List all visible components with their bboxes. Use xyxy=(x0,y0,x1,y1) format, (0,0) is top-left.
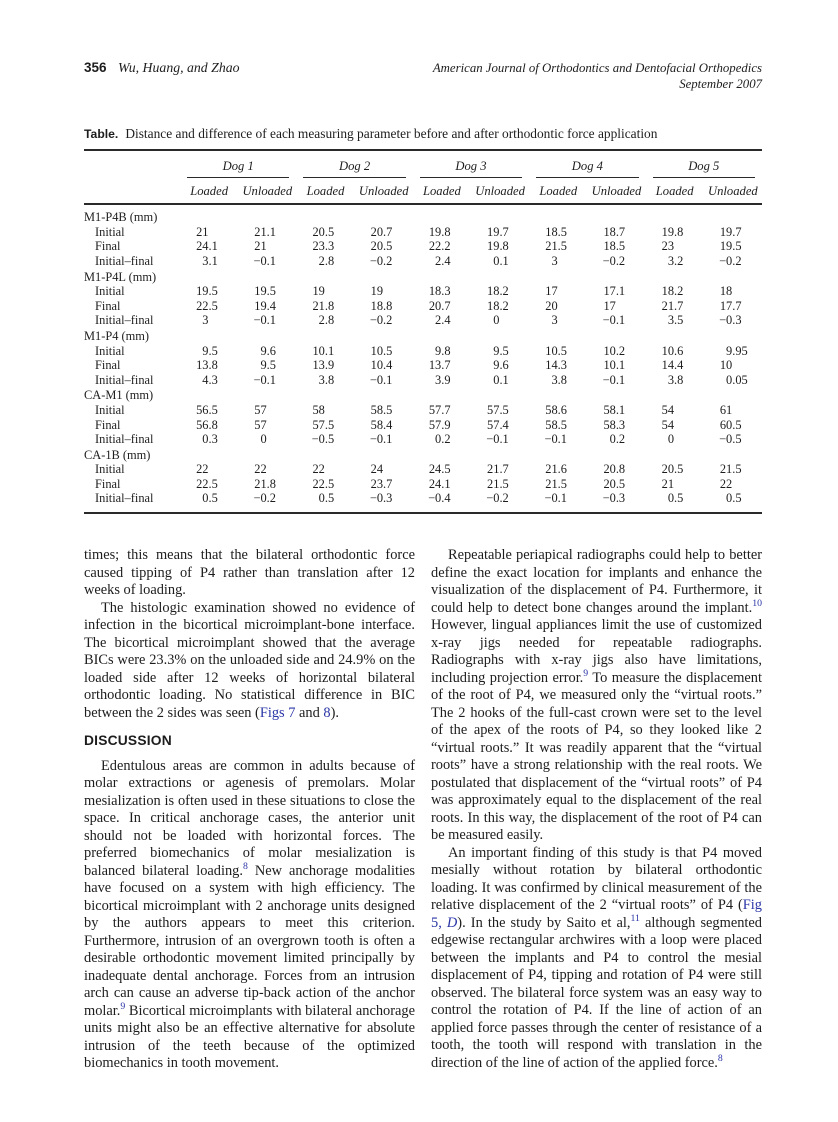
value-cell: 13 .7 xyxy=(428,358,451,373)
table-row xyxy=(84,225,762,240)
value-cell: 54 xyxy=(661,402,675,417)
value-cell: 0 xyxy=(667,432,675,447)
value-cell: 60 .5 xyxy=(719,417,742,432)
value-cell: 21 .5 xyxy=(545,239,567,254)
value-cell: 18 .2 xyxy=(661,284,684,299)
value-cell: 0 .2 xyxy=(609,432,626,447)
figure-ref[interactable]: Fig 5, xyxy=(431,897,762,931)
table-row xyxy=(84,358,762,373)
loaded-column-header: Loaded xyxy=(529,178,587,205)
value-cell: 19 .8 xyxy=(661,224,684,239)
body-text xyxy=(84,547,762,1073)
value-cell: 19 .7 xyxy=(719,224,742,239)
value-cell: 21 xyxy=(254,239,267,254)
value-cell: 24 .1 xyxy=(196,239,218,254)
value-cell: 23 .3 xyxy=(312,239,335,254)
value-cell: 21 .6 xyxy=(545,462,567,477)
value-cell: 3 .8 xyxy=(318,372,335,387)
value-cell: 10 .6 xyxy=(661,343,684,358)
paragraph: Repeatable periapical radiographs could help to better define the exact location for implants and enhance the visualization of the displacement of P4. Furthermore, it could help to detect bone changes around the implant.$^{10}$ However, lingual appliances limit the use of customized x-ray jigs needed for repeatable radiographs. Radiographs with x-ray jigs also have limitations, including projection error.$^9$ To measure the displacement of the root of P4, we measured only the “virtual roots.” The 2 hooks of the full-cast crown were set to the level of the apex of the roots of P4, so they looked like 2 “virtual roots.” It was readily apparent that the “virtual roots” have a strong relationship with the real roots. We postulated that displacement of the “virtual roots” of P4 was approximately equal to the displacement of the real roots. In this way, the displacement of the root of P4 can be measured easily. xyxy=(431,547,762,844)
value-cell: 9 .5 xyxy=(260,358,276,373)
table-row xyxy=(84,462,762,477)
row-label: Initial–final xyxy=(95,372,154,387)
table-group-row xyxy=(84,387,762,403)
value-cell: 2 .8 xyxy=(318,253,335,268)
paragraph: The histologic examination showed no evidence of infection in the bicortical microimplant-bone interface. The bicortical microimplant showed that the average BICs were 23.3% on the unloaded side and 24.9% on the loaded side after 12 weeks of horizontal bilateral orthodontic loading. No statistical difference in BIC between the 2 sides was seen (Figs 7 and 8). xyxy=(84,599,415,721)
value-cell: 9 .6 xyxy=(260,343,276,358)
value-cell: 19 .4 xyxy=(254,298,276,313)
value-cell: 20 .5 xyxy=(370,239,393,254)
citation-ref[interactable]: 9 xyxy=(120,1000,126,1012)
value-cell: 0 .5 xyxy=(318,491,335,506)
table-row xyxy=(84,477,762,492)
unloaded-column-header: Unloaded xyxy=(238,178,296,205)
value-cell: 19 .7 xyxy=(487,224,509,239)
issue-date: September 2007 xyxy=(679,77,762,91)
row-label: Final xyxy=(95,417,121,432)
row-label: Initial xyxy=(95,462,125,477)
value-cell: 57 .4 xyxy=(487,417,509,432)
measurements-table xyxy=(84,149,762,514)
value-cell: −0 .1 xyxy=(602,313,626,328)
value-cell: 57 .5 xyxy=(487,402,509,417)
value-cell: 3 .1 xyxy=(202,253,218,268)
value-cell: 20 xyxy=(545,298,558,313)
value-cell: 0 .05 xyxy=(726,372,748,387)
value-cell: 17 .1 xyxy=(603,284,626,299)
value-cell: 61 xyxy=(719,402,733,417)
group-label: CA-1B (mm) xyxy=(84,447,151,462)
value-cell: 57 .9 xyxy=(428,417,451,432)
value-cell: −0 .2 xyxy=(369,253,393,268)
value-cell: 10 .2 xyxy=(603,343,626,358)
value-cell: 17 .7 xyxy=(719,298,742,313)
row-label: Initial–final xyxy=(95,491,154,506)
table-row xyxy=(84,432,762,447)
row-label: Final xyxy=(95,476,121,491)
value-cell: −0 .1 xyxy=(253,253,276,268)
value-cell: 22 xyxy=(196,462,209,477)
value-cell: 0 xyxy=(260,432,267,447)
value-cell: 58 .5 xyxy=(545,417,567,432)
value-cell: 9 .95 xyxy=(726,343,748,358)
figure-ref[interactable]: Figs 7 xyxy=(259,704,296,721)
running-head xyxy=(84,60,762,92)
value-cell: 21 xyxy=(661,476,675,491)
value-cell: 18 .2 xyxy=(487,284,509,299)
value-cell: 10 .5 xyxy=(545,343,567,358)
value-cell: 3 xyxy=(551,313,558,328)
value-cell: −0 .1 xyxy=(369,432,393,447)
row-label: Initial xyxy=(95,343,125,358)
value-cell: −0 .2 xyxy=(719,253,742,268)
value-cell: 20 .7 xyxy=(370,224,393,239)
table-group-row xyxy=(84,328,762,344)
table-group-row xyxy=(84,269,762,285)
dog-group-header: Dog 4 xyxy=(529,150,645,178)
section-heading: DISCUSSION xyxy=(84,733,172,749)
value-cell: 4 .3 xyxy=(202,372,218,387)
value-cell: 9 .5 xyxy=(202,343,218,358)
paragraph: An important finding of this study is that P4 moved mesially without rotation by bilateral orthodontic loading. It was confirmed by clinical measurement of the relative displacement of the 2 “virtual roots” of P4 (Fig 5, D). In the study by Saito et al,$^{11}$ although segmented edgewise rectangular archwires with a loop were placed between the implants and P4 to control the mesial displacement of P4, tipping and rotation of P4 were still observed. The bilateral force system was an easy way to control the rotation of P4. If the line of action of an applied force passes through the center of resistance of a tooth, the tooth will respond with translation in the direction of the line of action of the applied force.$^8$ xyxy=(431,844,762,1071)
value-cell: 24 .5 xyxy=(428,462,451,477)
value-cell: 21 .5 xyxy=(719,462,742,477)
figure-ref[interactable]: D xyxy=(446,914,458,931)
value-cell: 19 xyxy=(312,284,325,299)
table-group-row xyxy=(84,204,762,225)
value-cell: 18 .7 xyxy=(603,224,626,239)
value-cell: −0 .4 xyxy=(428,491,451,506)
value-cell: 56 .8 xyxy=(196,417,218,432)
value-cell: 10 .4 xyxy=(370,358,393,373)
value-cell: −0 .1 xyxy=(602,372,626,387)
dog-group-header: Dog 3 xyxy=(413,150,529,178)
value-cell: 57 xyxy=(254,417,267,432)
value-cell: 19 xyxy=(370,284,384,299)
value-cell: 21 .5 xyxy=(545,476,567,491)
value-cell: 20 .8 xyxy=(603,462,626,477)
value-cell: 13 .9 xyxy=(312,358,335,373)
value-cell: 19 .5 xyxy=(254,284,276,299)
value-cell: 17 xyxy=(545,284,558,299)
value-cell: −0 .1 xyxy=(253,313,276,328)
table-group-row xyxy=(84,447,762,463)
value-cell: 22 .2 xyxy=(428,239,451,254)
running-head-right xyxy=(433,60,762,92)
value-cell: 3 .9 xyxy=(435,372,451,387)
value-cell: 3 .2 xyxy=(667,253,684,268)
loaded-column-header: Loaded xyxy=(180,178,238,205)
value-cell: 10 xyxy=(719,358,733,373)
value-cell: 18 .5 xyxy=(545,224,567,239)
value-cell: 3 .8 xyxy=(551,372,567,387)
row-label: Initial xyxy=(95,224,125,239)
value-cell: 23 xyxy=(661,239,675,254)
value-cell: 58 .3 xyxy=(603,417,626,432)
measurements-table-block xyxy=(84,126,762,514)
value-cell: 0 .5 xyxy=(726,491,742,506)
citation-ref[interactable]: 8 xyxy=(242,860,248,872)
value-cell: 57 .5 xyxy=(312,417,335,432)
value-cell: 19 .8 xyxy=(428,224,451,239)
group-label: M1-P4 (mm) xyxy=(84,328,150,343)
value-cell: 9 .8 xyxy=(435,343,451,358)
row-label: Final xyxy=(95,239,121,254)
value-cell: 22 xyxy=(312,462,325,477)
value-cell: −0 .2 xyxy=(602,253,626,268)
value-cell: −0 .5 xyxy=(311,432,335,447)
value-cell: 18 .5 xyxy=(603,239,626,254)
value-cell: 21 .8 xyxy=(254,476,276,491)
dog-group-header: Dog 2 xyxy=(296,150,412,178)
value-cell: 0 .2 xyxy=(435,432,451,447)
value-cell: 21 .8 xyxy=(312,298,335,313)
paragraph: Edentulous areas are common in adults because of molar extractions or agenesis of premolars. Molar mesialization is often used in these situations to close the space. In critical anchorage cases, the anterior unit should not be loaded with horizontal forces. The preferred biomechanics of molar mesialization is balanced bilateral loading.$^8$ New anchorage modalities have focused on a system with high efficiency. The bicortical microimplant with 2 anchorage units designed by the authors appears to meet this criterion. Furthermore, intrusion of an overgrown tooth is often a desirable orthodontic movement limited principally by inadequate dental anchorage. Forces from an intrusion arch can cause an adverse tip-back action of the anchor molar.$^9$ Bicortical microimplants with bilateral anchorage units might also be an effective alternative for absolute intrusion of the teeth because of the optimized biomechanics in tooth movement. xyxy=(84,757,415,1072)
right-column xyxy=(431,547,762,1073)
journal-name: American Journal of Orthodontics and Dentofacial Orthopedics xyxy=(432,61,762,75)
table-row xyxy=(84,313,762,328)
value-cell: 21 .1 xyxy=(254,224,276,239)
row-label: Initial–final xyxy=(95,432,154,447)
value-cell: 22 .5 xyxy=(196,298,218,313)
value-cell: −0 .1 xyxy=(369,372,393,387)
running-authors: Wu, Huang, and Zhao xyxy=(118,60,240,75)
value-cell: 3 .5 xyxy=(667,313,684,328)
unloaded-column-header: Unloaded xyxy=(704,178,762,205)
value-cell: 10 .5 xyxy=(370,343,393,358)
value-cell: −0 .1 xyxy=(486,432,509,447)
table-row xyxy=(84,418,762,433)
row-label: Initial xyxy=(95,284,125,299)
paragraph: times; this means that the bilateral orthodontic force caused tipping of P4 rather than translation after 12 weeks of loading. xyxy=(84,547,415,599)
loaded-column-header: Loaded xyxy=(646,178,704,205)
dog-group-header: Dog 1 xyxy=(180,150,296,178)
value-cell: 24 .1 xyxy=(428,476,451,491)
value-cell: 0 .5 xyxy=(667,491,684,506)
unloaded-column-header: Unloaded xyxy=(587,178,645,205)
value-cell: 20 .7 xyxy=(428,298,451,313)
value-cell: −0 .1 xyxy=(544,491,567,506)
value-cell: 14 .4 xyxy=(661,358,684,373)
value-cell: −0 .5 xyxy=(719,432,742,447)
value-cell: 10 .1 xyxy=(312,343,335,358)
value-cell: −0 .3 xyxy=(602,491,626,506)
value-cell: 24 xyxy=(370,462,384,477)
value-cell: 21 .7 xyxy=(661,298,684,313)
value-cell: 17 xyxy=(603,298,616,313)
dog-group-header: Dog 5 xyxy=(646,150,762,178)
value-cell: 2 .4 xyxy=(435,313,451,328)
value-cell: 19 .5 xyxy=(196,284,218,299)
value-cell: 20 .5 xyxy=(312,224,335,239)
value-cell: 58 .5 xyxy=(370,402,393,417)
table-row xyxy=(84,284,762,299)
value-cell: 0 .5 xyxy=(202,491,218,506)
value-cell: 0 .1 xyxy=(493,253,509,268)
running-head-left xyxy=(84,60,240,77)
unloaded-column-header: Unloaded xyxy=(471,178,529,205)
table-row xyxy=(84,254,762,269)
table-row xyxy=(84,403,762,418)
value-cell: −0 .2 xyxy=(253,491,276,506)
value-cell: 2 .8 xyxy=(318,313,335,328)
table-row xyxy=(84,373,762,388)
value-cell: 22 xyxy=(719,476,733,491)
value-cell: −0 .3 xyxy=(719,313,742,328)
value-cell: 3 .8 xyxy=(667,372,684,387)
unloaded-column-header: Unloaded xyxy=(355,178,413,205)
value-cell: 20 .5 xyxy=(603,476,626,491)
value-cell: 23 .7 xyxy=(370,476,393,491)
value-cell: 0 .3 xyxy=(202,432,218,447)
value-cell: 20 .5 xyxy=(661,462,684,477)
value-cell: 22 xyxy=(254,462,267,477)
row-label: Final xyxy=(95,298,121,313)
value-cell: 18 xyxy=(719,284,733,299)
table-caption-text: Distance and difference of each measuring parameter before and after orthodontic force application xyxy=(125,126,658,141)
table-row xyxy=(84,239,762,254)
value-cell: 14 .3 xyxy=(545,358,567,373)
value-cell: −0 .1 xyxy=(544,432,567,447)
table-row xyxy=(84,344,762,359)
value-cell: 57 .7 xyxy=(428,402,451,417)
corner-cell xyxy=(84,150,180,178)
table-caption xyxy=(84,126,762,142)
value-cell: 22 .5 xyxy=(196,476,218,491)
citation-ref[interactable]: 9 xyxy=(583,667,589,679)
left-column xyxy=(84,547,415,1073)
loaded-column-header: Loaded xyxy=(413,178,471,205)
value-cell: −0 .1 xyxy=(253,372,276,387)
value-cell: 9 .6 xyxy=(493,358,509,373)
value-cell: 21 .7 xyxy=(487,462,509,477)
row-label: Initial–final xyxy=(95,313,154,328)
corner-cell xyxy=(84,178,180,205)
value-cell: 19 .5 xyxy=(719,239,742,254)
value-cell: 18 .3 xyxy=(428,284,451,299)
row-label: Final xyxy=(95,358,121,373)
group-label: M1-P4B (mm) xyxy=(84,210,158,225)
value-cell: 18 .8 xyxy=(370,298,393,313)
value-cell: 22 .5 xyxy=(312,476,335,491)
citation-ref[interactable]: 8 xyxy=(717,1052,723,1064)
value-cell: 21 xyxy=(196,224,209,239)
value-cell: 21 .5 xyxy=(487,476,509,491)
value-cell: 18 .2 xyxy=(487,298,509,313)
value-cell: 19 .8 xyxy=(487,239,509,254)
loaded-column-header: Loaded xyxy=(296,178,354,205)
table-row xyxy=(84,299,762,314)
citation-ref[interactable]: 11 xyxy=(630,912,640,924)
value-cell: 2 .4 xyxy=(435,253,451,268)
value-cell: 10 .1 xyxy=(603,358,626,373)
group-label: M1-P4L (mm) xyxy=(84,269,157,284)
value-cell: 3 xyxy=(202,313,209,328)
group-label: CA-M1 (mm) xyxy=(84,388,154,403)
value-cell: 58 xyxy=(312,402,325,417)
value-cell: −0 .3 xyxy=(369,491,393,506)
value-cell: 57 xyxy=(254,402,267,417)
value-cell: 0 xyxy=(493,313,500,328)
value-cell: 13 .8 xyxy=(196,358,218,373)
page-number: 356 xyxy=(84,60,107,75)
row-label: Initial–final xyxy=(95,253,154,268)
value-cell: −0 .2 xyxy=(486,491,509,506)
table-caption-label: Table. xyxy=(84,127,119,141)
value-cell: 54 xyxy=(661,417,675,432)
value-cell: 58 .1 xyxy=(603,402,626,417)
value-cell: 0 .1 xyxy=(493,372,509,387)
row-label: Initial xyxy=(95,402,125,417)
table-row xyxy=(84,491,762,513)
value-cell: 58 .6 xyxy=(545,402,567,417)
value-cell: −0 .2 xyxy=(369,313,393,328)
value-cell: 56 .5 xyxy=(196,402,218,417)
citation-ref[interactable]: 10 xyxy=(752,597,762,609)
value-cell: 58 .4 xyxy=(370,417,393,432)
value-cell: 3 xyxy=(551,253,558,268)
value-cell: 9 .5 xyxy=(493,343,509,358)
figure-ref[interactable]: 8 xyxy=(323,704,331,721)
